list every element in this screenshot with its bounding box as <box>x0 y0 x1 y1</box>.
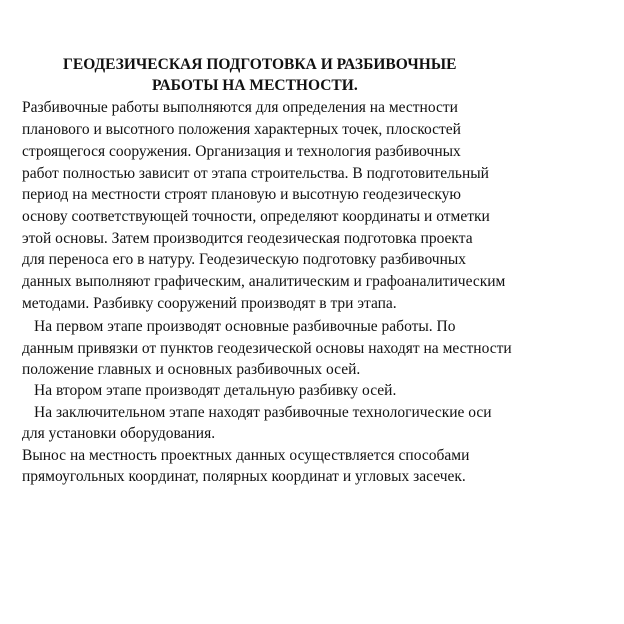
body-line-17: Вынос на местность проектных данных осуществляется способами <box>22 447 470 464</box>
body-line-10: методами. Разбивку сооружений производят в три этапа. <box>22 295 397 312</box>
body-line-16: для установки оборудования. <box>22 425 216 442</box>
body-line-2: планового и высотного положения характерных точек, плоскостей <box>22 121 461 138</box>
body-line-13: положение главных и основных разбивочных осей. <box>22 361 361 378</box>
body-line-9: данных выполняют графическим, аналитическим и графоаналитическим <box>22 273 506 290</box>
body-line-8: для переноса его в натуру. Геодезическую подготовку разбивочных <box>22 251 467 268</box>
body-line-7: этой основы. Затем производится геодезическая подготовка проекта <box>22 230 473 247</box>
body-line-5: период на местности строят плановую и высотную геодезическую <box>22 186 461 203</box>
body-line-14: На втором этапе производят детальную разбивку осей. <box>34 382 397 399</box>
body-line-6: основу соответствующей точности, определяют координаты и отметки <box>22 208 490 225</box>
body-line-11: На первом этапе производят основные разбивочные работы. По <box>34 318 456 335</box>
body-line-18: прямоугольных координат, полярных координат и угловых засечек. <box>22 468 466 485</box>
body-line-3: строящегося сооружения. Организация и технология разбивочных <box>22 143 461 160</box>
body-line-15: На заключительном этапе находят разбивочные технологические оси <box>34 404 492 421</box>
document-title-line-1: ГЕОДЕЗИЧЕСКАЯ ПОДГОТОВКА И РАЗБИВОЧНЫЕ <box>63 56 457 73</box>
body-line-4: работ полностью зависит от этапа строительства. В подготовительный <box>22 165 489 182</box>
body-line-12: данным привязки от пунктов геодезической основы находят на местности <box>22 340 512 357</box>
document-title-line-2: РАБОТЫ НА МЕСТНОСТИ. <box>152 77 358 94</box>
body-line-1: Разбивочные работы выполняются для определения на местности <box>22 99 458 116</box>
